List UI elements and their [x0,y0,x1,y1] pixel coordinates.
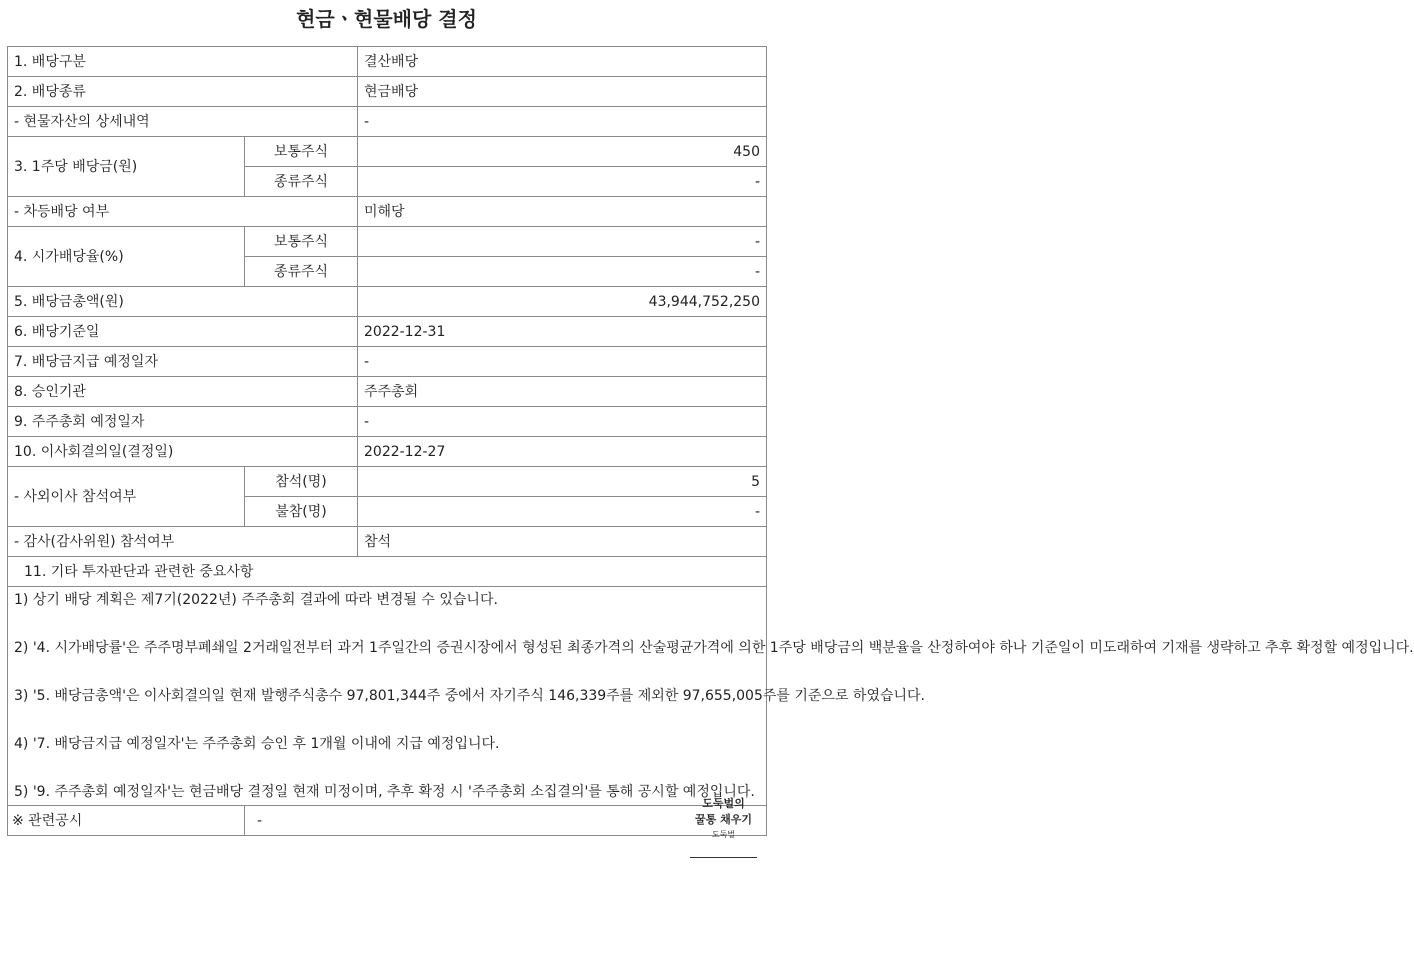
table-row [8,317,767,347]
table-row [8,47,767,77]
table-row [8,527,767,557]
row-label: 8. 승인기관 [8,377,358,407]
table-row [8,287,767,317]
table-row [8,467,767,497]
row-label: 10. 이사회결의일(결정일) [8,437,358,467]
sub-label: 보통주식 [245,227,358,257]
row-label: - 사외이사 참석여부 [8,467,245,527]
row-value: 현금배당 [358,77,767,107]
table-row [8,557,767,587]
row-label: 6. 배당기준일 [8,317,358,347]
row-label: - 차등배당 여부 [8,197,358,227]
row-label: - 현물자산의 상세내역 [8,107,358,137]
row-value: 43,944,752,250 [358,287,767,317]
table-row [8,347,767,377]
row-label: 9. 주주총회 예정일자 [8,407,358,437]
sub-label: 불참(명) [245,497,358,527]
row-value: 주주총회 [358,377,767,407]
row-value: 2022-12-27 [358,437,767,467]
row-label: 1. 배당구분 [8,47,358,77]
table-row [8,197,767,227]
table-row [8,407,767,437]
stamp-line-2: 꿀통 채우기 [695,813,752,826]
row-value: 450 [358,137,767,167]
table-row [8,587,767,806]
table-row [8,377,767,407]
row-label: 7. 배당금지급 예정일자 [8,347,358,377]
notes-cell [8,587,1414,806]
row-label: 4. 시가배당율(%) [8,227,245,287]
row-value: - [358,257,767,287]
sub-label: 보통주식 [245,137,358,167]
blog-stamp [690,796,757,858]
row-label: 5. 배당금총액(원) [8,287,358,317]
row-label: 11. 기타 투자판단과 관련한 중요사항 [8,557,767,587]
note-item: 3) '5. 배당금총액'은 이사회결의일 현재 발행주식총수 97,801,344주 중에서 자기주식 146,339주를 제외한 97,655,005주를 기준으로 하였습니다. [14,688,925,704]
stamp-line-3: 도둑벌 [711,830,736,839]
sub-label: 참석(명) [245,467,358,497]
row-value: 2022-12-31 [358,317,767,347]
note-item: 5) '9. 주주총회 예정일자'는 현금배당 결정일 현재 미정이며, 추후 확정 시 '주주총회 소집결의'를 통해 공시할 예정입니다. [14,784,755,800]
row-value: - [358,167,767,197]
table-row [8,77,767,107]
row-value: 5 [358,467,767,497]
table-row [8,137,767,167]
row-value: 미해당 [358,197,767,227]
row-label: 2. 배당종류 [8,77,358,107]
row-value: - [358,227,767,257]
dividend-table [7,46,1414,836]
sub-label: 종류주식 [245,257,358,287]
row-value: - [245,806,767,836]
table-row [8,227,767,257]
note-item: 2) '4. 시가배당률'은 주주명부폐쇄일 2거래일전부터 과거 1주일간의 증권시장에서 형성된 최종가격의 산술평균가격에 의한 1주당 배당금의 백분율을 산정하여야 하나 기준일이 미도래하여 기재를 생략하고 추후 확정할 예정입니다. [14,640,1414,656]
row-value: 결산배당 [358,47,767,77]
row-value: - [358,407,767,437]
table-row [8,107,767,137]
row-value: - [358,347,767,377]
sub-label: 종류주식 [245,167,358,197]
row-value: 참석 [358,527,767,557]
note-item: 1) 상기 배당 계획은 제7기(2022년) 주주총회 결과에 따라 변경될 수 있습니다. [14,592,498,608]
row-value: - [358,497,767,527]
stamp-line-1: 도둑벌의 [702,797,745,810]
table-row [8,437,767,467]
row-label: ※ 관련공시 [8,806,245,836]
note-item: 4) '7. 배당금지급 예정일자'는 주주총회 승인 후 1개월 이내에 지급 예정입니다. [14,736,500,752]
row-value: - [358,107,767,137]
table-row [8,806,767,836]
row-label: 3. 1주당 배당금(원) [8,137,245,197]
page-title: 현금ㆍ현물배당 결정 [296,7,477,31]
row-label: - 감사(감사위원) 참석여부 [8,527,358,557]
